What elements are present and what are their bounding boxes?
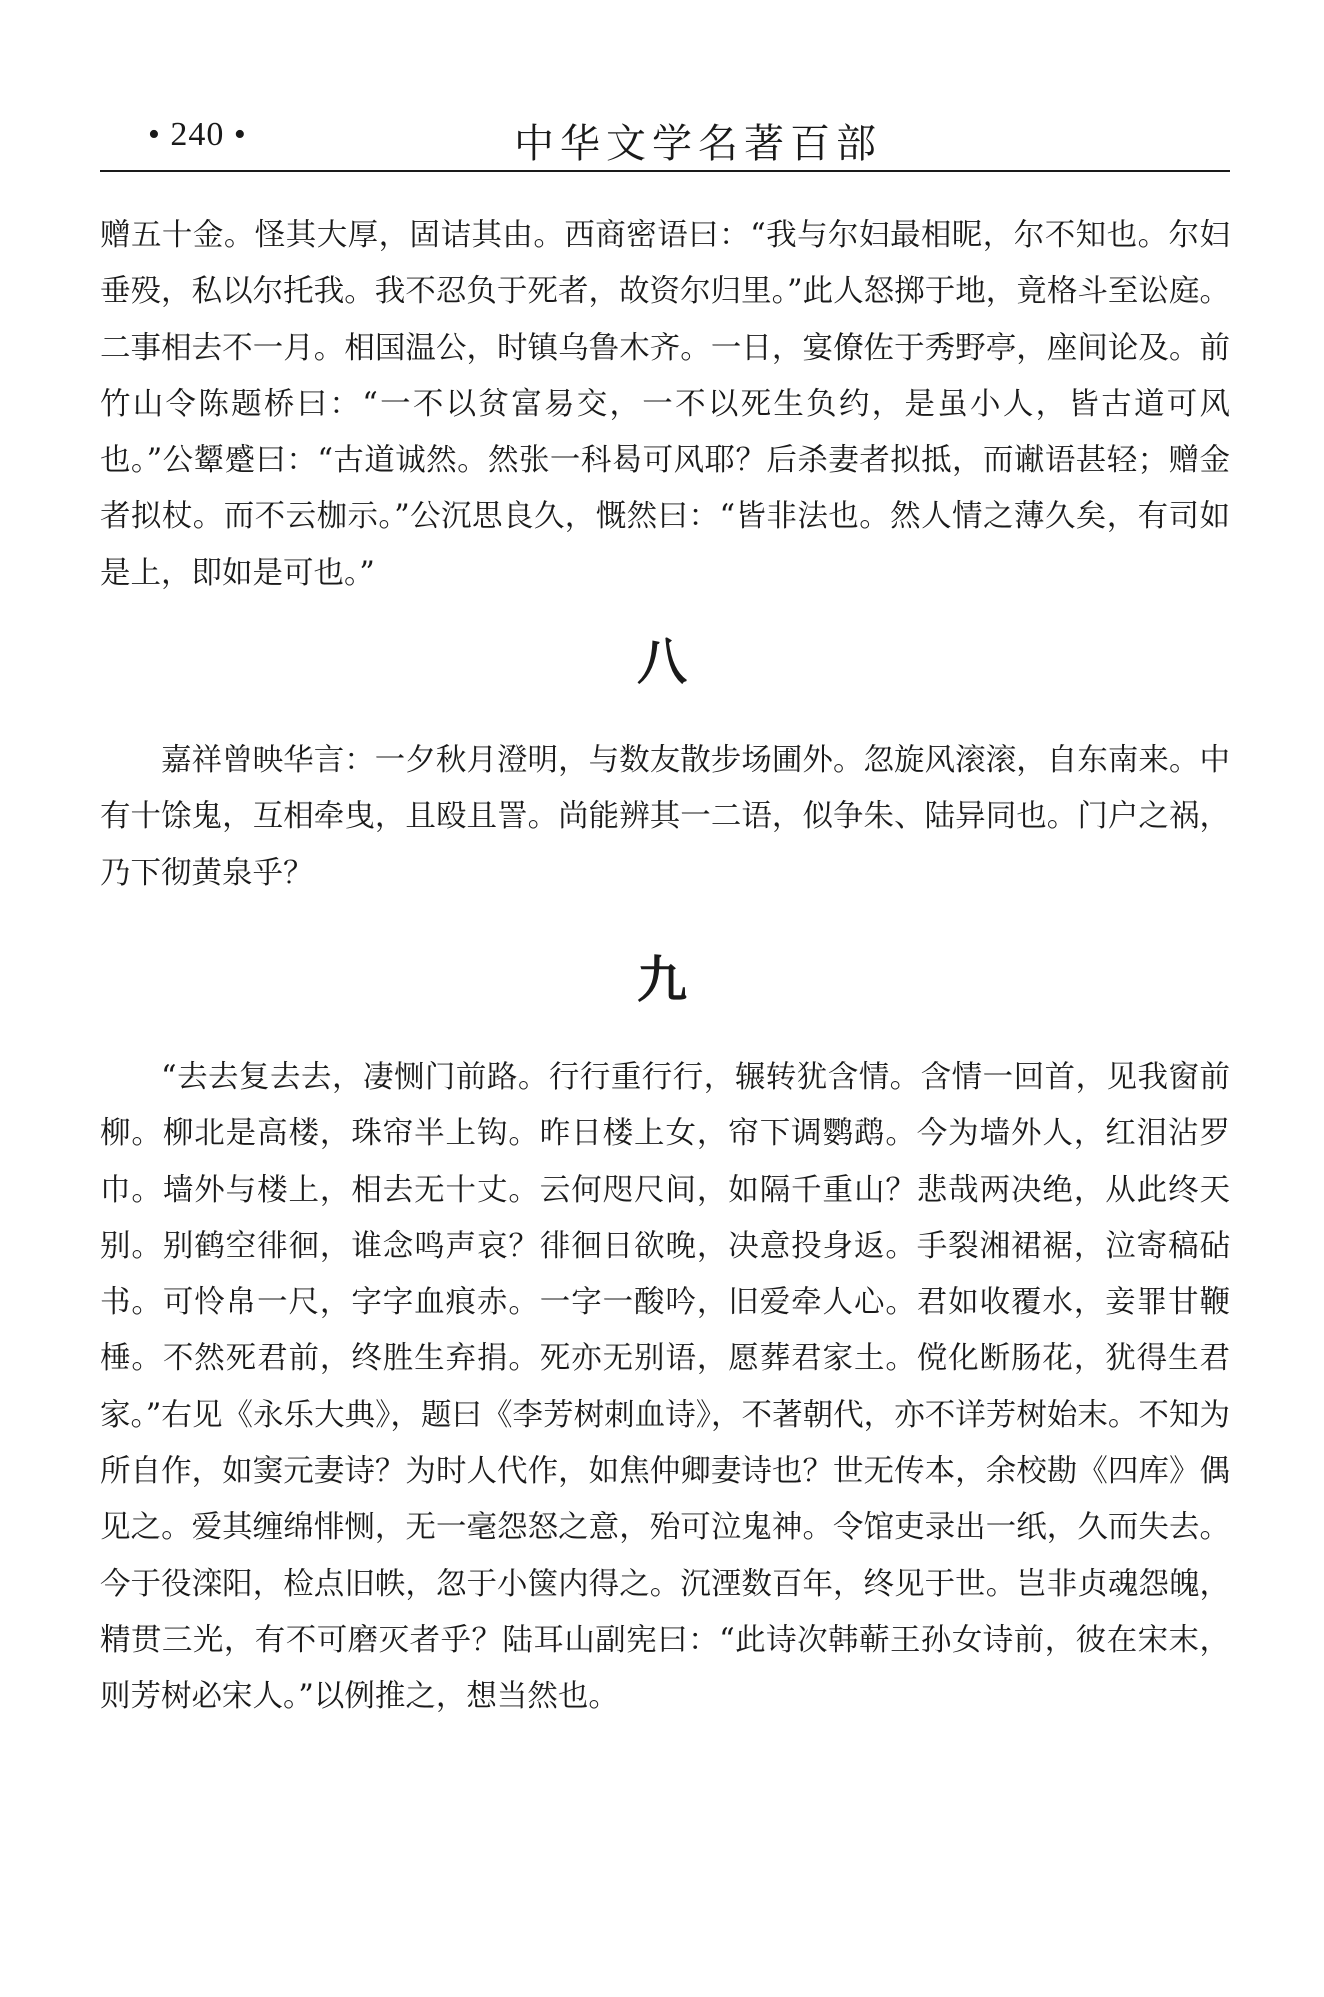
series-title: 中华文学名著百部 — [514, 121, 882, 167]
header-rule — [100, 170, 1230, 172]
page-number: • 240 • — [148, 116, 247, 153]
running-header — [100, 108, 1230, 167]
section-heading-8: 八 — [637, 633, 687, 691]
section-8-paragraph: 嘉祥曾映华言：一夕秋月澄明，与数友散步场圃外。忽旋风滚滚，自东南来。中有十馀鬼，互相牵曳，且殴且詈。尚能辨其一二语，似争朱、陆异同也。门户之祸，乃下彻黄泉乎？ — [100, 743, 1230, 891]
section-9-paragraph: “去去复去去，凄恻门前路。行行重行行，辗转犹含情。含情一回首，见我窗前柳。柳北是高楼，珠帘半上钩。昨日楼上女，帘下调鹦鹉。今为墙外人，红泪沾罗巾。墙外与楼上，相去无十丈。云何咫尺间，如隔千重山？悲哉两决绝，从此终天别。别鹤空徘徊，谁念鸣声哀？徘徊日欲晚，决意投身返。手裂湘裙裾，泣寄稿砧书。可怜帛一尺，字字血痕赤。一字一酸吟，旧爱牵人心。君如收覆水，妾罪甘鞭棰。不然死君前，终胜生弃捐。死亦无别语，愿葬君家土。傥化断肠花，犹得生君家。”右见《永乐大典》，题曰《李芳树刺血诗》，不著朝代，亦不详芳树始末。不知为所自作，如窦元妻诗？为时人代作，如焦仲卿妻诗也？世无传本，余校勘《四库》偶见之。爱其缠绵悱恻，无一毫怨怒之意，殆可泣鬼神。令馆吏录出一纸，久而失去。今于役滦阳，检点旧帙，忽于小箧内得之。沉湮数百年，终见于世。岂非贞魂怨魄，精贯三光，有不可磨灭者乎？陆耳山副宪曰：“此诗次韩蕲王孙女诗前，彼在宋末，则芳树必宋人。”以例推之，想当然也。 — [100, 1060, 1230, 1715]
section-heading-9: 九 — [637, 951, 687, 1009]
continued-paragraph: 赠五十金。怪其大厚，固诘其由。西商密语曰：“我与尔妇最相昵，尔不知也。尔妇垂殁，私以尔托我。我不忍负于死者，故资尔归里。”此人怒掷于地，竟格斗至讼庭。二事相去不一月。相国温公，时镇乌鲁木齐。一日，宴僚佐于秀野亭，座间论及。前竹山令陈题桥曰：“一不以贫富易交，一不以死生负约，是虽小人，皆古道可风也。”公颦蹙曰：“古道诚然。然张一科曷可风耶？后杀妻者拟抵，而谳语甚轻；赠金者拟杖。而不云枷示。”公沉思良久，慨然曰：“皆非法也。然人情之薄久矣，有司如是上，即如是可也。” — [100, 218, 1230, 591]
